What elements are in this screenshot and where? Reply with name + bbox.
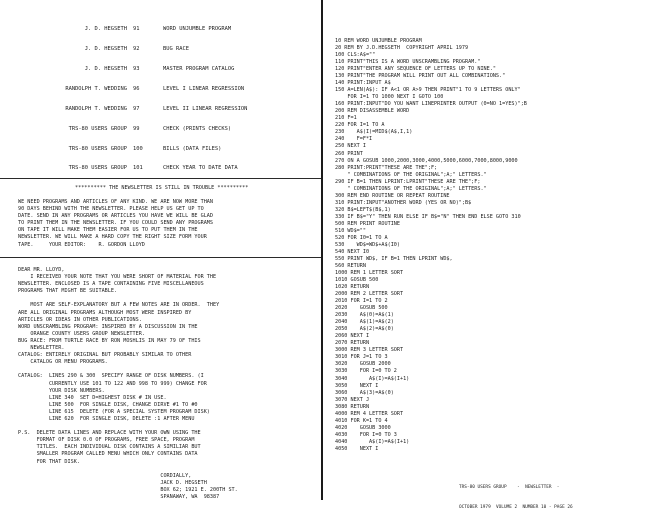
catalog-title: LEVEL II LINEAR REGRESSION xyxy=(163,106,248,112)
catalog-number: 91 xyxy=(133,26,140,32)
divider xyxy=(0,257,322,258)
catalog-row xyxy=(0,42,322,57)
catalog-number: 101 xyxy=(133,165,143,171)
catalog-title: CHECK YEAR TO DATE DATA xyxy=(163,165,238,171)
page-footer xyxy=(459,472,573,524)
left-page xyxy=(0,0,322,500)
catalog-title: MASTER PROGRAM CATALOG xyxy=(163,66,235,72)
catalog-row xyxy=(0,82,322,97)
footer-line: TRS-80 USERS GROUP - NEWSLETTER - xyxy=(459,485,560,490)
basic-program-listing: 10 REM WORD UNJUMBLE PROGRAM 20 REM BY J.D.HEGSETH COPYRIGHT APRIL 1979 100 CLS:A$="" 110 PRINT"THIS IS A WORD UNSCRAMBLING PROGRAM." 120 PRINT"ENTER ANY SEQUENCE OF LETTERS UP TO NINE." 130 PRINT"THE PROGRAM WILL PRINT OUT ALL COMBINATIONS." 140 PRINT:INPUT A$ 150 A=LEN(A$): IF A<1 OR A>9 THEN PRINT"1 TO 9 LETTERS ONLY" FOR I=1 TO 1000 NEXT I GOTO 100 160 PRINT:INPUT"DO YOU WANT LINEPRINTER OUTPUT (0=NO 1=YES)";B 200 REM DISASSEMBLE WORD 210 F=1 220 FOR I=1 TO A 230 A$(I)=MID$(A$,I,1) 240 F=F*I 250 NEXT I 260 PRINT 270 ON A GOSUB 1000,2000,3000,4000,5000,6000,7000,8000,9000 280 PRINT:PRINT"THESE ARE THE";F; " COMBINATIONS OF THE ORIGINAL";A;" LETTERS." 290 IF B=1 THEN LPRINT:LPRINT"THESE ARE THE";F; " COMBINATIONS OF THE ORIGINAL";A;" LETTERS." 300 REM END ROUTINE OR REPEAT ROUTINE 310 PRINT:INPUT"ANOTHER WORD (YES OR NO)";B$ 320 B$=LEFT$(B$,1) 330 IF B$="Y" THEN RUN ELSE IF B$="N" THEN END ELSE GOTO 310 500 REM PRINT ROUTINE 510 WD$="" 520 FOR I0=1 TO A 530 WD$=WD$+A$(I0) 540 NEXT I0 550 PRINT WD$, IF B=1 THEN LPRINT WD$, 560 RETURN 1000 REM 1 LETTER SORT 1010 GOSUB 500 1020 RETURN 2000 REM 2 LETTER SORT 2010 FOR I=1 TO 2 2020 GOSUB 500 2030 A$(0)=A$(1) 2040 A$(1)=A$(2) 2050 A$(2)=A$(0) 2060 NEXT I 2070 RETURN 3000 REM 3 LETTER SORT 3010 FOR J=1 TO 3 3020 GOSUB 2000 3030 FOR I=0 TO 2 3040 A$(I)=A$(I+1) 3050 NEXT I 3060 A$(3)=A$(0) 3070 NEXT J 3080 RETURN 4000 REM 4 LETTER SORT 4010 FOR K=1 TO 4 4020 GOSUB 3000 4030 FOR I=0 TO 3 4040 A$(I)=A$(I+1) 4050 NEXT I xyxy=(335,38,527,452)
catalog-author: J. D. HEGSETH xyxy=(84,46,127,52)
catalog-number: 97 xyxy=(133,106,140,112)
letter-body: DEAR MR. LLOYD, I RECEIVED YOUR NOTE THAT YOU WERE SHORT OF MATERIAL FOR THE NEWSLETTER. ENCLOSED IS A TAPE CONTAINING FIVE MISCELLANEOUS PROGRAMS THAT MIGHT BE SUITABLE. MOST ARE SELF-EXPLANATORY BUT A FEW NOTES ARE IN ORDER. THEY ARE ALL ORIGINAL PROGRAMS ALTHOUGH MOST WERE INSPIRED BY ARTICLES OR IDEAS IN OTHER PUBLICATIONS. WORD UNSCRAMBLING PROGRAM: INSPIRED BY A DISCUSSION IN THE ORANGE COUNTY USERS GROUP NEWSLETTER. BUG RACE: FROM TURTLE RACE BY RON MOSHLIS IN MAY 79 OF THIS NEWSLETTER. CATALOG: ENTIRELY ORIGINAL BUT PROBABLY SIMILAR TO OTHER CATALOG OR MENU PROGRAMS. CATALOG: LINES 290 & 300 SPECIFY RANGE OF DISK NUMBERS. (I CURRENTLY USE 101 TO 122 AND 998 TO 999) CHANGE FOR YOUR DISK NUMBERS. LINE 340 SET D=HIGHEST DISK # IN USE. LINE 500 FOR SINGLE DISK, CHANGE DIRVE #1 TO #0 LINE 615 DELETE (FOR A SPECIAL SYSTEM PROGRAM DISK) LINE 620 FOR SINGLE DISK, DELETE :1 AFTER MENU P.S. DELETE DATA LINES AND REPLACE WITH YOUR OWN USING THE FORMAT OF DISK 0.0 OF PROGRAMS, FREE SPACE, PROGRAM TITLES. EACH INDIVIDUAL DISK CONTAINS A SIMILIAR BUT SMALLER PROGRAM CALLED MENU WHICH ONLY CONTAINS DATA FOR THAT DISK. CORDIALLY, JACK D. HEGSETH BOX 62; 1921 E. 200TH ST. SPANAWAY, WA 98387 xyxy=(18,267,238,500)
catalog-row xyxy=(0,102,322,117)
catalog-title: BUG RACE xyxy=(163,46,189,52)
catalog-number: 93 xyxy=(133,66,140,72)
newsletter-notice: WE NEED PROGRAMS AND ARTICLES OF ANY KIND. WE ARE NOW MORE THAN 90 DAYS BEHIND WITH THE NEWSLETTER. PLEASE HELP US GET UP TO DATE. SEND IN ANY PROGRAMS OR ARTICLES YOU HAVE WE WILL BE GLAD TO PRINT THEM IN THE NEWSLETTER. IF YOU COULD SEND ANY PROGRAMS ON TAPE IT WILL MAKE THEM EASIER FOR US TO PUT THEM IN THE NEWSLETTER. WE WILL MAKE A HARD COPY THE RIGHT SIZE FORM YOUR TAPE. YOUR EDITOR: R. GORDON LLOYD xyxy=(18,199,213,248)
catalog-row xyxy=(0,22,322,37)
catalog-number: 99 xyxy=(133,126,140,132)
catalog-title: WORD UNJUMBLE PROGRAM xyxy=(163,26,232,32)
divider xyxy=(0,178,322,179)
catalog-author: RANDOLPH T. WEDDING xyxy=(65,106,127,112)
catalog-author: TRS-80 USERS GROUP xyxy=(68,165,127,171)
footer-line: OCTOBER 1979 VOLUME 2 NUMBER 10 - PAGE 26 xyxy=(459,504,573,510)
catalog-row xyxy=(0,122,322,137)
catalog-row xyxy=(0,142,322,157)
catalog-number: 100 xyxy=(133,146,143,152)
newsletter-heading: ********** THE NEWSLETTER IS STILL IN TROUBLE ********** xyxy=(75,185,249,191)
right-page xyxy=(323,0,647,510)
catalog-number: 96 xyxy=(133,86,140,92)
catalog-title: CHECK (PRINTS CHECKS) xyxy=(163,126,232,132)
catalog-number: 92 xyxy=(133,46,140,52)
catalog-row xyxy=(0,62,322,77)
catalog-row xyxy=(0,161,322,176)
catalog-author: TRS-80 USERS GROUP xyxy=(68,146,127,152)
catalog-author: J. D. HEGSETH xyxy=(84,66,127,72)
catalog-author: TRS-80 USERS GROUP xyxy=(68,126,127,132)
catalog-author: RANDOLPH T. WEDDING xyxy=(65,86,127,92)
catalog-title: BILLS (DATA FILES) xyxy=(163,146,222,152)
catalog-author: J. D. HEGSETH xyxy=(84,26,127,32)
catalog-title: LEVEL I LINEAR REGRESSION xyxy=(163,86,245,92)
